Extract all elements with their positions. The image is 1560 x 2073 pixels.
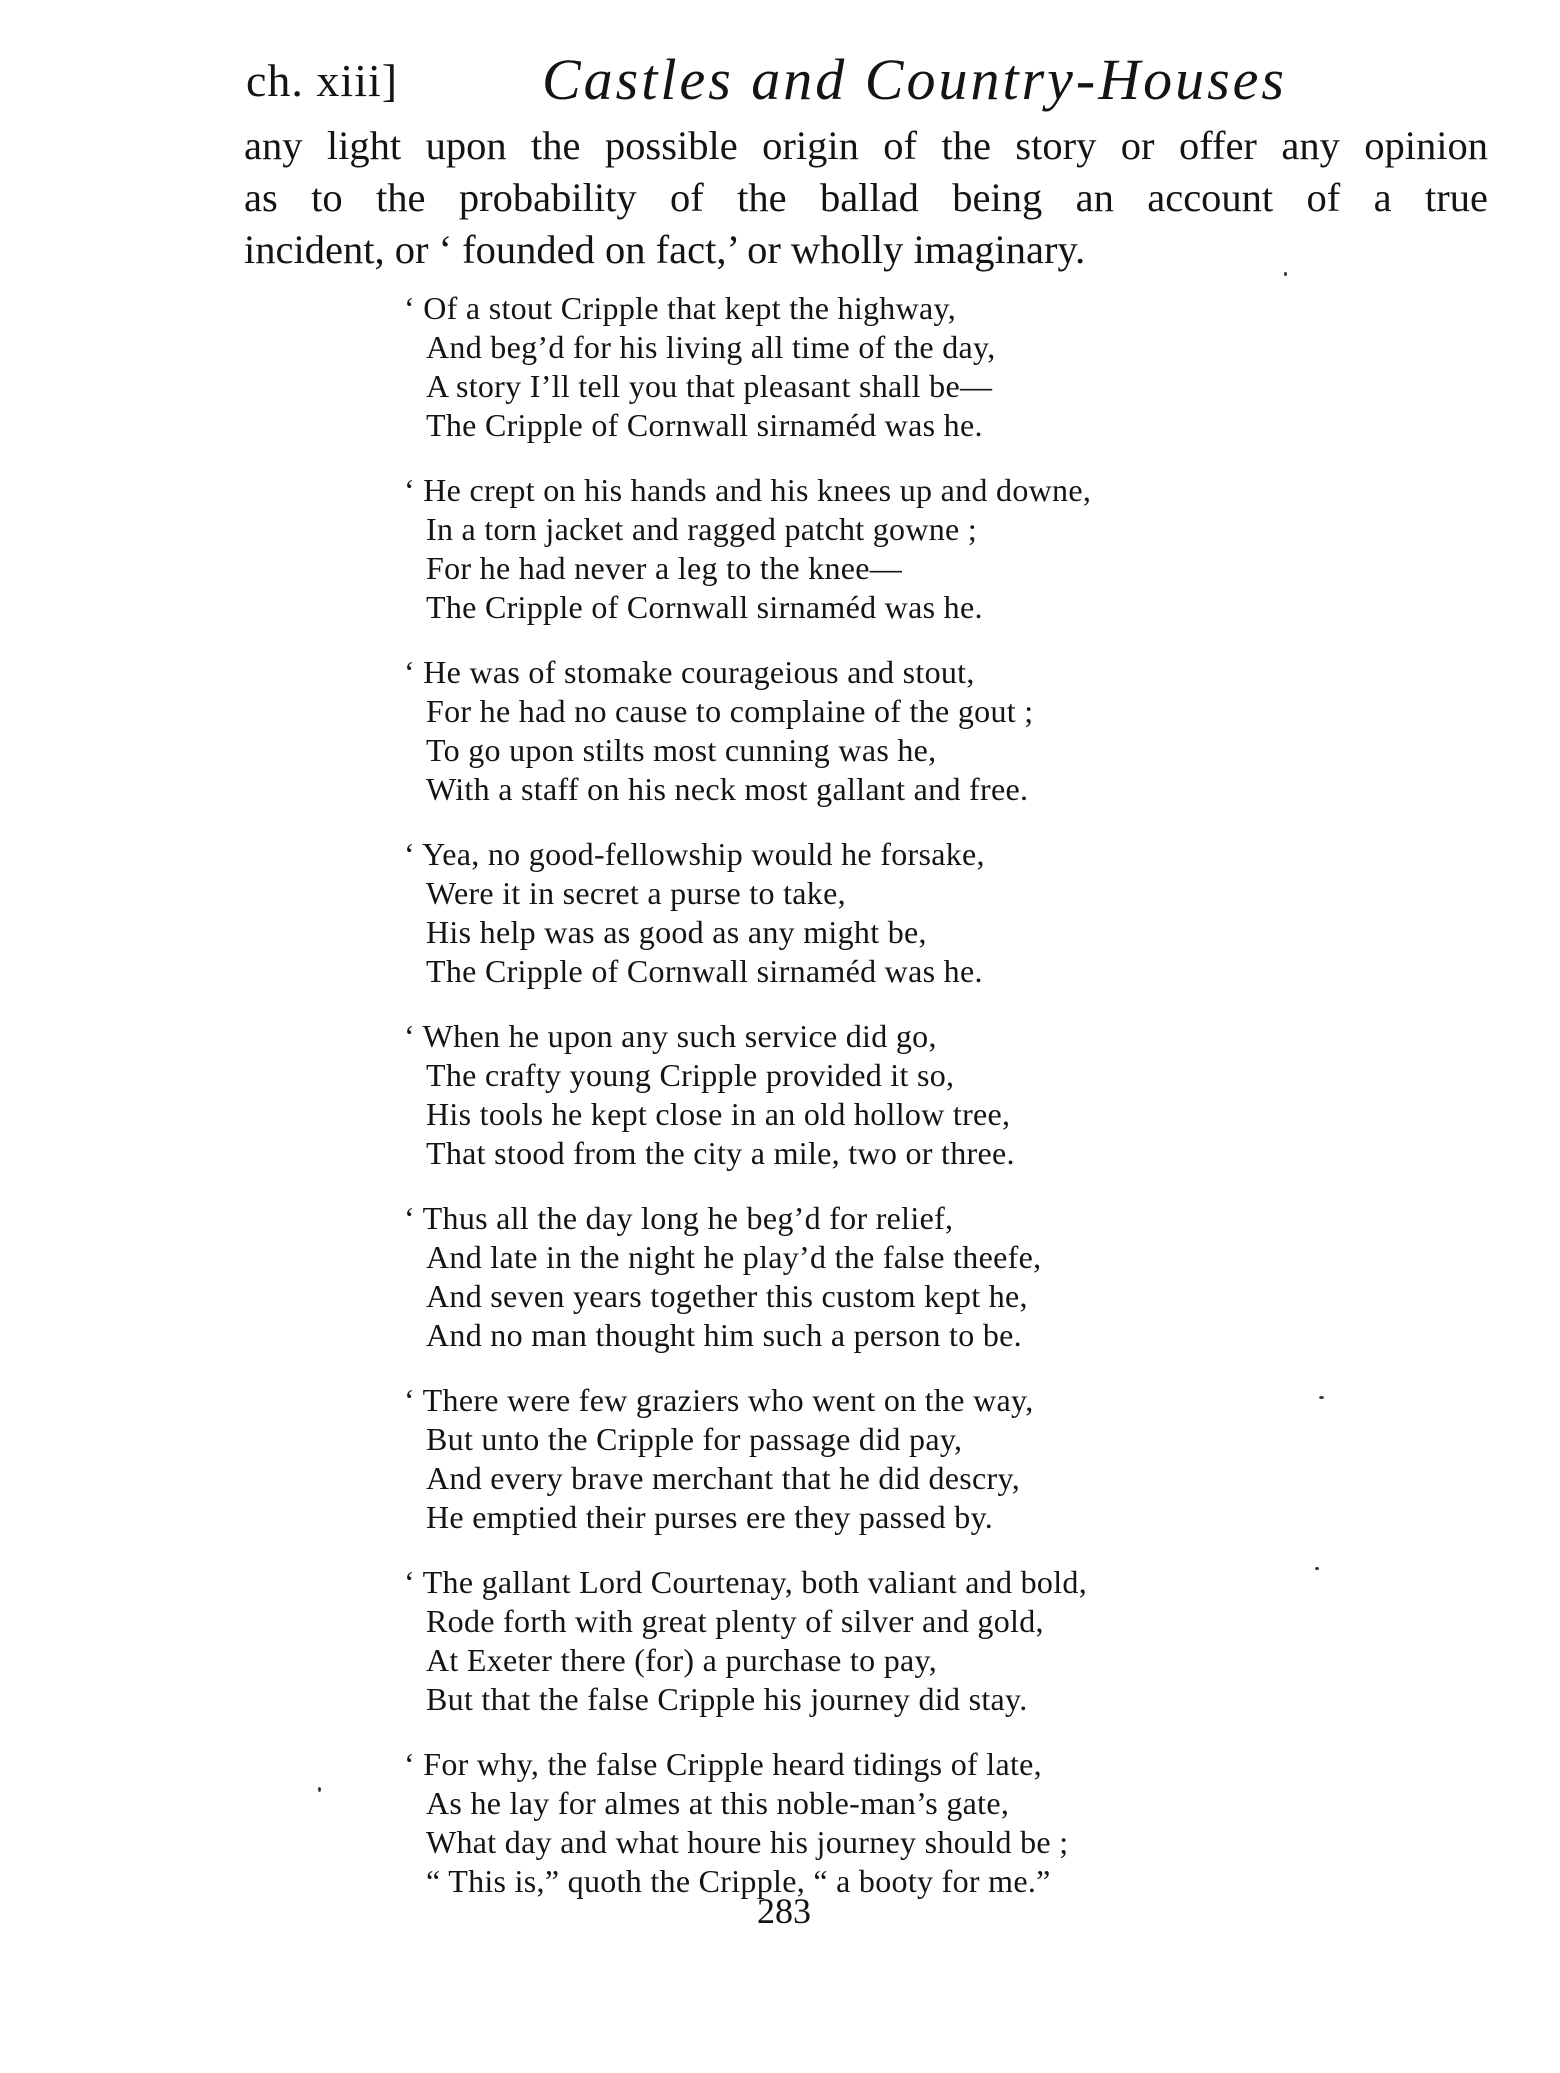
verse-line: ‘ The gallant Lord Courtenay, both valiant and bold, — [404, 1564, 1087, 1600]
verse-line: His help was as good as any might be, — [426, 914, 927, 950]
verse-line: For he had never a leg to the knee— — [426, 550, 903, 586]
verse-line: ‘ When he upon any such service did go, — [404, 1018, 937, 1054]
verse-line: And seven years together this custom kept he, — [426, 1278, 1028, 1314]
verse-line: “ This is,” quoth the Cripple, “ a booty for me.” — [426, 1863, 1051, 1899]
running-head — [246, 42, 1486, 122]
verse-line: To go upon stilts most cunning was he, — [426, 732, 937, 768]
verse-line: A story I’ll tell you that pleasant shall be— — [426, 368, 993, 404]
verse-line: With a staff on his neck most gallant and free. — [426, 771, 1029, 807]
verse-line: And every brave merchant that he did descry, — [426, 1460, 1020, 1496]
verse-line: As he lay for almes at this noble-man’s gate, — [426, 1785, 1010, 1821]
print-speck — [318, 1787, 321, 1792]
verse-line: The Cripple of Cornwall sirnaméd was he. — [426, 953, 983, 989]
verse-line: ‘ Of a stout Cripple that kept the highway, — [404, 290, 957, 326]
chapter-reference: ch. xiii] — [246, 55, 399, 106]
verse-line: The Cripple of Cornwall sirnaméd was he. — [426, 407, 983, 443]
verse-line: And no man thought him such a person to be. — [426, 1317, 1022, 1353]
intro-line: as to the probability of the ballad being an account of a true — [244, 175, 1488, 220]
intro-paragraph — [244, 120, 1488, 276]
verse-line: But that the false Cripple his journey did stay. — [426, 1681, 1028, 1717]
verse-line: But unto the Cripple for passage did pay, — [426, 1421, 963, 1457]
verse-line: ‘ Yea, no good-fellowship would he forsake, — [404, 836, 985, 872]
verse-line: ‘ For why, the false Cripple heard tidings of late, — [404, 1746, 1042, 1782]
verse-line: For he had no cause to complaine of the gout ; — [426, 693, 1034, 729]
verse-line: What day and what houre his journey should be ; — [426, 1824, 1069, 1860]
verse-line: ‘ There were few graziers who went on the way, — [404, 1382, 1034, 1418]
running-title: Castles and Country-Houses — [542, 47, 1287, 112]
verse-line: In a torn jacket and ragged patcht gowne ; — [426, 511, 978, 547]
verse-line: That stood from the city a mile, two or three. — [426, 1135, 1015, 1171]
verse-line: ‘ He crept on his hands and his knees up and downe, — [404, 472, 1092, 508]
print-speck — [1284, 272, 1287, 276]
intro-line: any light upon the possible origin of the story or offer any opinion — [244, 123, 1488, 168]
print-speck — [1315, 1567, 1319, 1570]
verse-line: He emptied their purses ere they passed by. — [426, 1499, 994, 1535]
verse-line: ‘ Thus all the day long he beg’d for relief, — [404, 1200, 954, 1236]
verse-line: His tools he kept close in an old hollow tree, — [426, 1096, 1011, 1132]
verse-line: And late in the night he play’d the false theefe, — [426, 1239, 1042, 1275]
page-number: 283 — [757, 1891, 811, 1931]
verse-line: The Cripple of Cornwall sirnaméd was he. — [426, 589, 983, 625]
verse-line: At Exeter there (for) a purchase to pay, — [426, 1642, 938, 1678]
verse-line: Rode forth with great plenty of silver and gold, — [426, 1603, 1044, 1639]
print-speck — [1319, 1396, 1324, 1399]
verse-line: ‘ He was of stomake courageious and stout, — [404, 654, 975, 690]
verse-line: Were it in secret a purse to take, — [426, 875, 846, 911]
intro-line: incident, or ‘ founded on fact,’ or wholly imaginary. — [244, 227, 1086, 272]
verse-line: The crafty young Cripple provided it so, — [426, 1057, 955, 1093]
verse-line: And beg’d for his living all time of the day, — [426, 329, 996, 365]
